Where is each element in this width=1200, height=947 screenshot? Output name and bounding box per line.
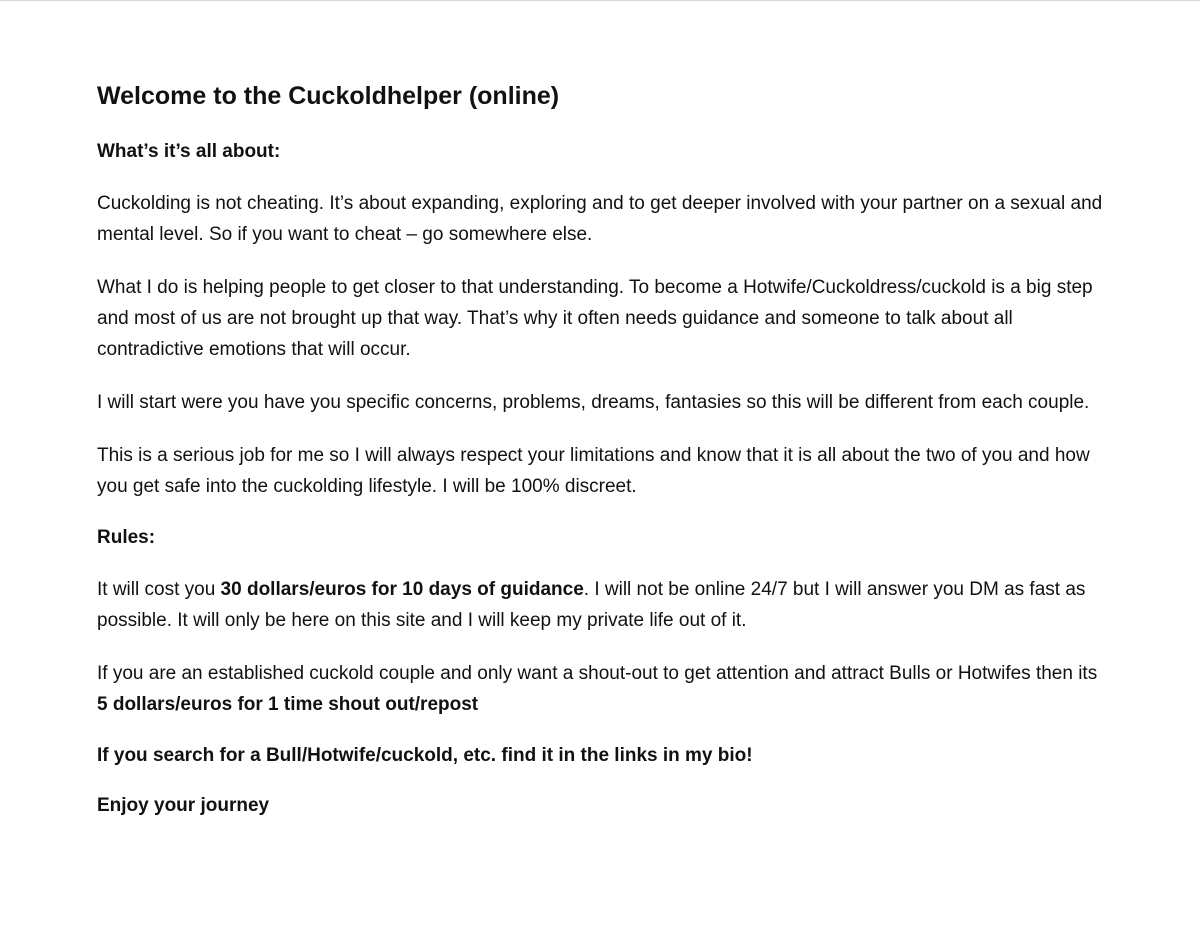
section-heading-rules: Rules: [97, 527, 156, 548]
paragraph-about-1: Cuckolding is not cheating. It’s about expanding, exploring and to get deeper involved with your partner on a sexual and mental level. So if you want to cheat – go somewhere else. [97, 193, 1103, 245]
paragraph-rules-2 [97, 658, 1107, 720]
section-heading-about: What’s it’s all about: [97, 141, 281, 162]
price-shoutout: 5 dollars/euros for 1 time shout out/repost [97, 694, 479, 715]
document-title: Welcome to the Cuckoldhelper (online) [97, 82, 560, 110]
paragraph-about-2: What I do is helping people to get closer to that understanding. To become a Hotwife/Cuckoldress/cuckold is a big step and most of us are not brought up that way. That’s why it often needs guidance and someone to talk about all contradictive emotions that will occur. [97, 277, 1093, 360]
paragraph-rules-1 [97, 574, 1107, 636]
price-guidance: 30 dollars/euros for 10 days of guidance [220, 579, 584, 600]
rules-1-text-end: . I will not be online 24/7 but I will answer you DM as fast as possible. It will only be here on this site and I will keep my private life out of it. [97, 579, 1086, 631]
paragraph-about-3: I will start were you have you specific concerns, problems, dreams, fantasies so this will be different from each couple. [97, 392, 1090, 413]
search-note: If you search for a Bull/Hotwife/cuckold, etc. find it in the links in my bio! [97, 745, 753, 766]
closing-line: Enjoy your journey [97, 795, 270, 816]
document-body [97, 80, 1107, 842]
paragraph-about-4: This is a serious job for me so I will always respect your limitations and know that it is all about the two of you and how you get safe into the cuckolding lifestyle. I will be 100% discreet. [97, 445, 1090, 497]
rules-2-text-start: If you are an established cuckold couple and only want a shout-out to get attention and attract Bulls or Hotwifes then its [97, 663, 1098, 684]
rules-1-text-start: It will cost you [97, 579, 221, 600]
